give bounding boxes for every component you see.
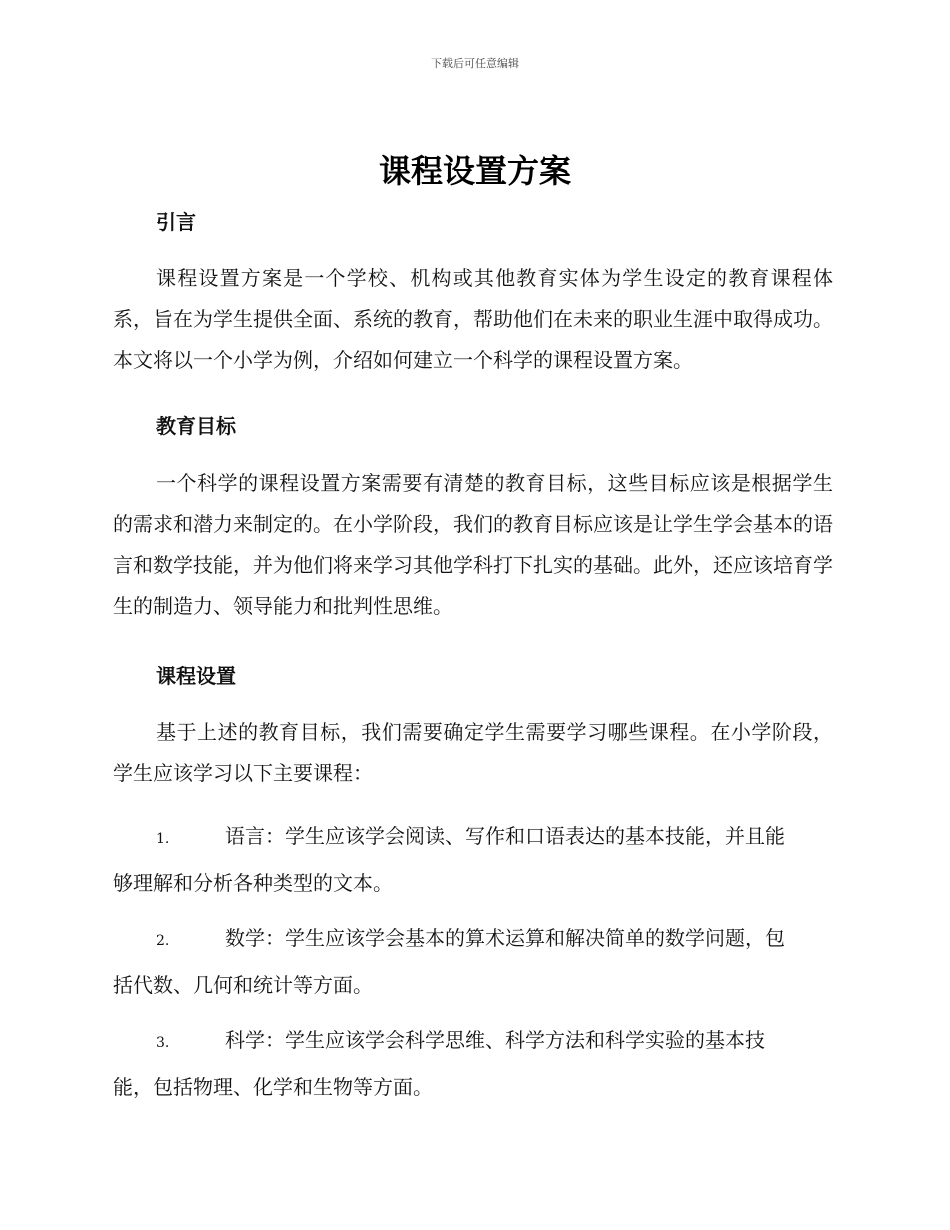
intro-paragraph: 课程设置方案是一个学校、机构或其他教育实体为学生设定的教育课程体系，旨在为学生提供全面、系统的教育，帮助他们在未来的职业生涯中取得成功。本文将以一个小学为例，介绍如何建立一个科学的课程设置方案。 bbox=[113, 266, 833, 372]
list-item-text: 科学：学生应该学会科学思维、科学方法和科学实验的基本技 bbox=[225, 1028, 765, 1052]
list-item-text: 数学：学生应该学会基本的算术运算和解决简单的数学问题，包 bbox=[225, 926, 785, 950]
list-item-continuation: 够理解和分析各种类型的文本。 bbox=[113, 871, 393, 895]
list-item-text: 语言：学生应该学会阅读、写作和口语表达的基本技能，并且能 bbox=[225, 824, 785, 848]
document-title: 课程设置方案 bbox=[378, 152, 571, 190]
list-item-number: 3. bbox=[156, 1035, 170, 1051]
page-header-note: 下载后可任意编辑 bbox=[431, 57, 519, 70]
courses-paragraph: 基于上述的教育目标，我们需要确定学生需要学习哪些课程。在小学阶段，学生应该学习以下主要课程： bbox=[113, 720, 833, 785]
goals-paragraph: 一个科学的课程设置方案需要有清楚的教育目标，这些目标应该是根据学生的需求和潜力来制定的。在小学阶段，我们的教育目标应该是让学生学会基本的语言和数学技能，并为他们将来学习其他学科打下扎实的基础。此外，还应该培育学生的制造力、领导能力和批判性思维。 bbox=[113, 471, 833, 618]
list-item-number: 2. bbox=[156, 933, 170, 949]
section-heading-intro: 引言 bbox=[156, 210, 196, 234]
section-heading-goals: 教育目标 bbox=[156, 414, 236, 438]
section-heading-courses: 课程设置 bbox=[156, 664, 236, 688]
list-item-continuation: 能，包括物理、化学和生物等方面。 bbox=[113, 1075, 433, 1099]
list-item-continuation: 括代数、几何和统计等方面。 bbox=[113, 973, 373, 997]
list-item bbox=[113, 916, 833, 1007]
list-item bbox=[113, 1018, 833, 1109]
list-item bbox=[113, 814, 833, 905]
list-item-number: 1. bbox=[156, 831, 170, 847]
